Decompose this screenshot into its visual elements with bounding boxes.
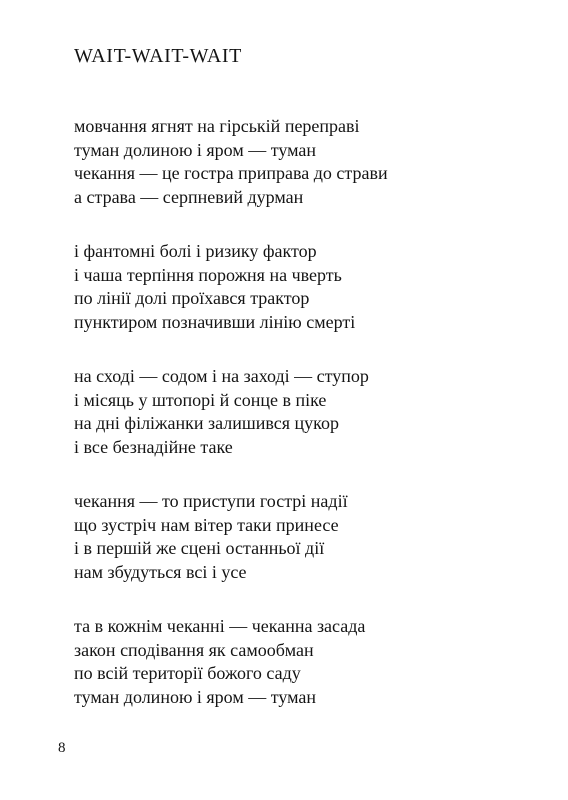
poem-line: нам збудуться всі і усе	[74, 561, 247, 582]
poem-line: по лінії долі проїхався трактор	[74, 288, 310, 308]
poem-line: чекання — це гостра приправа до страви	[74, 163, 388, 183]
stanza-5	[74, 615, 534, 709]
poem-line: пунктиром позначивши лінію смерті	[74, 311, 356, 332]
poem-line: туман долиною і яром — туман	[74, 139, 317, 160]
poem-line: чекання — то приступи гострі надії	[74, 491, 348, 511]
page-number: 8	[58, 740, 66, 756]
stanza-2	[74, 240, 534, 334]
poem-line: на сході — содом і на заході — ступор	[74, 366, 369, 386]
poem-line: і фантомні болі і ризику фактор	[74, 241, 317, 261]
poem-line: і чаша терпіння порожня на чверть	[74, 264, 342, 285]
poem-line: та в кожнім чеканні — чеканна засада	[74, 616, 366, 636]
stanza-1	[74, 115, 534, 209]
poem-line: на дні філіжанки залишився цукор	[74, 413, 339, 433]
poem-body	[74, 115, 534, 740]
stanza-4	[74, 490, 534, 584]
poem-line: по всій території божого саду	[74, 663, 301, 683]
poem-line: що зустріч нам вітер таки принесе	[74, 514, 339, 535]
poem-line: і місяць у штопорі й сонце в піке	[74, 389, 327, 410]
poem-title: WAIT-WAIT-WAIT	[74, 45, 242, 67]
stanza-3	[74, 365, 534, 459]
poem-line: туман долиною і яром — туман	[74, 686, 317, 707]
poem-line: а страва — серпневий дурман	[74, 186, 304, 207]
poem-line: закон сподівання як самообман	[74, 639, 314, 660]
poem-line: і все безнадійне таке	[74, 436, 233, 457]
poem-line: і в першій же сцені останньої дії	[74, 538, 325, 558]
poem-line: мовчання ягнят на гірській переправі	[74, 116, 360, 136]
